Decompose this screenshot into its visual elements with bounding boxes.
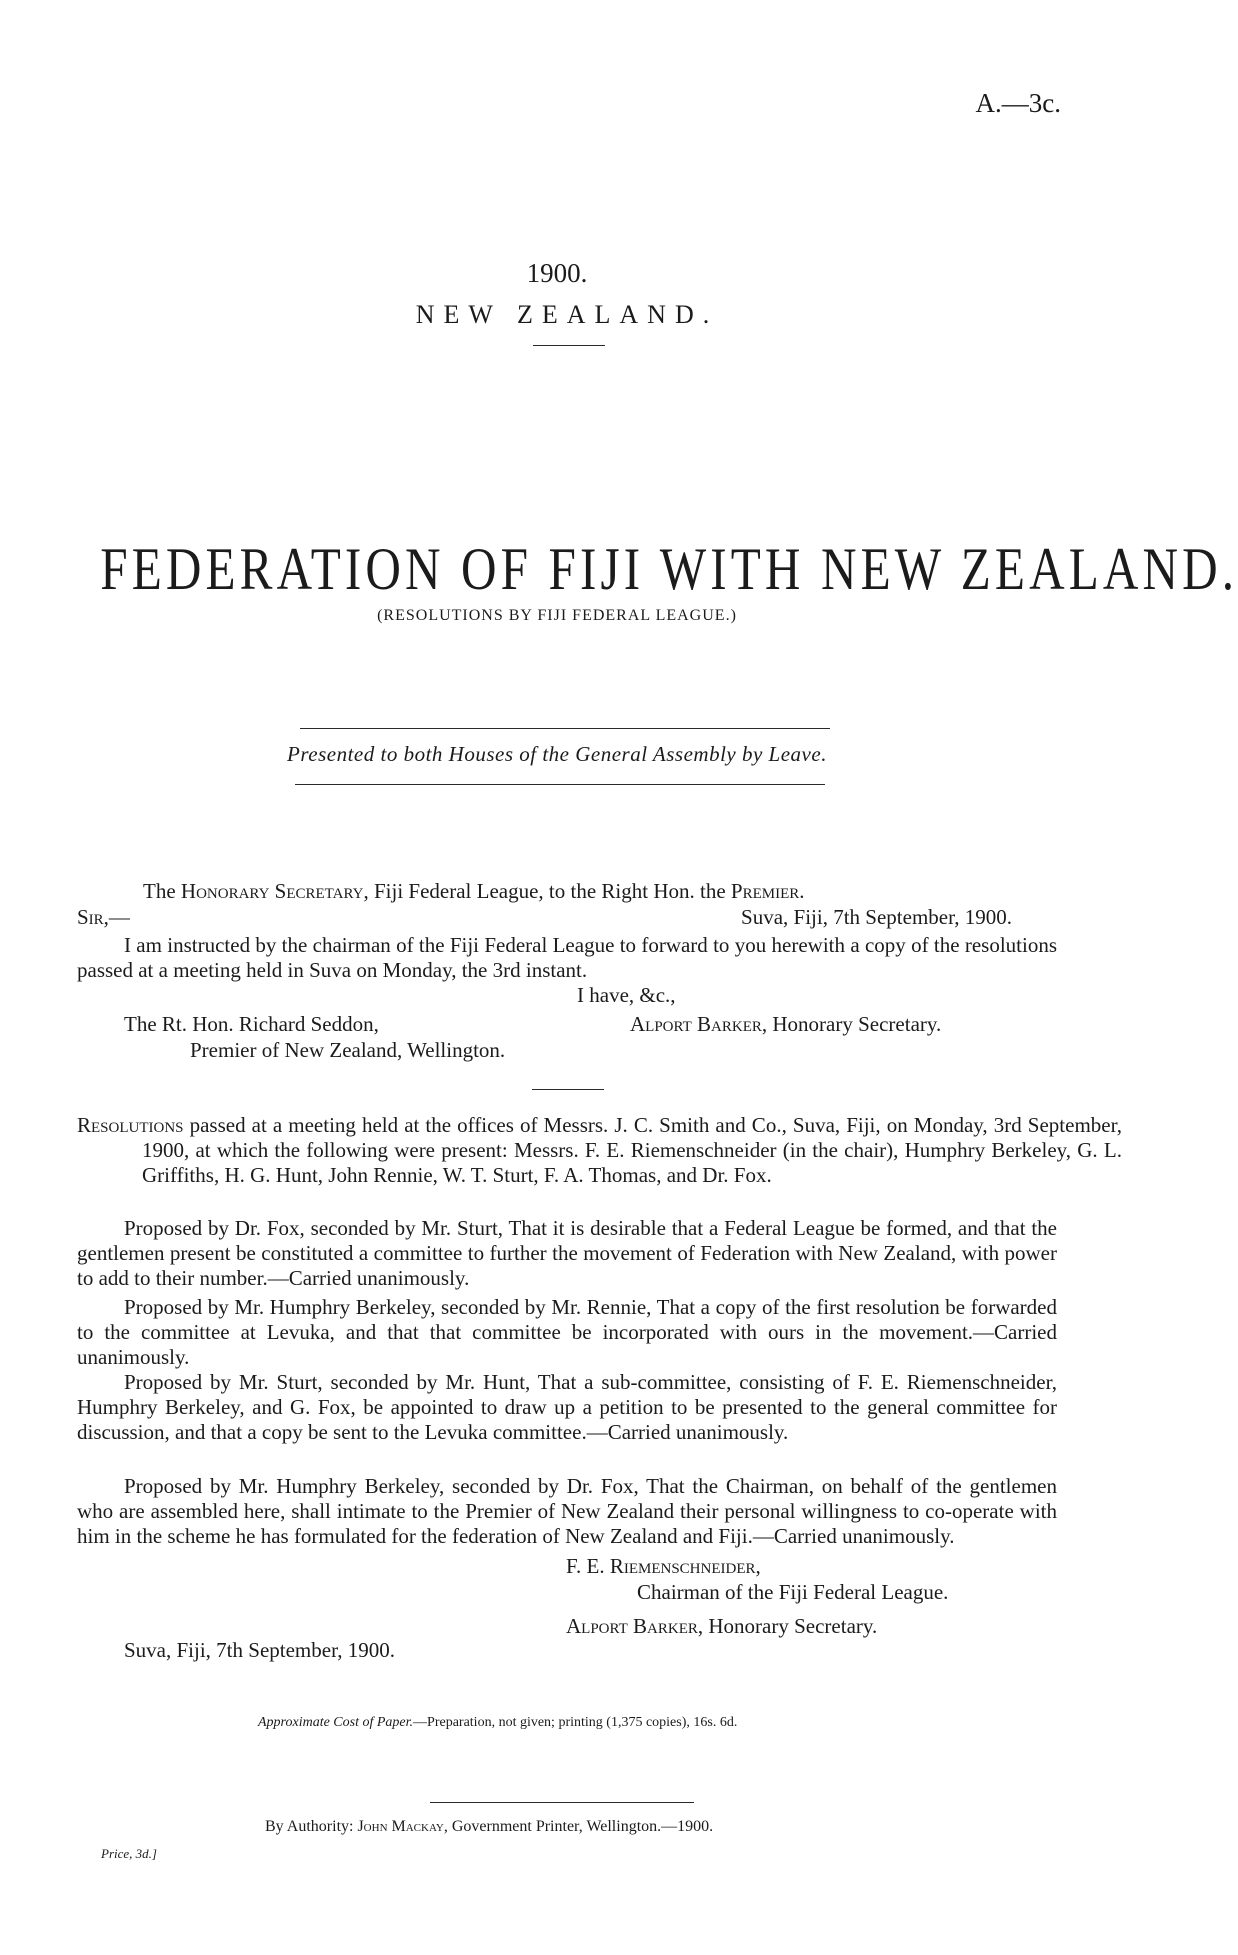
- price-note: Price, 3d.]: [101, 1846, 157, 1861]
- year: 1900.: [526, 258, 588, 288]
- cost-note: [258, 1715, 737, 1731]
- cost-text: —Preparation, not given; printing (1,375 copies), 16s. 6d.: [413, 1715, 738, 1730]
- page-title: FEDERATION OF FIJI WITH NEW ZEALAND.: [100, 536, 1238, 602]
- footer-divider: [430, 1802, 694, 1803]
- letter-recipient-line2: Premier of New Zealand, Wellington.: [190, 1038, 506, 1062]
- letter-signature: [630, 1012, 941, 1037]
- address-prefix: The: [143, 879, 176, 903]
- letter-signer-title: , Honorary Secretary.: [761, 1012, 942, 1036]
- resolution-item-2: Proposed by Mr. Humphry Berkeley, seconded by Mr. Rennie, That a copy of the first resolution be forwarded to the committee at Levuka, and that that committee be incorporated with ours in the movement.—Carried unanimously.: [77, 1295, 1057, 1369]
- letter-from: Honorary Secretary: [180, 879, 364, 903]
- country-heading: NEW ZEALAND.: [415, 300, 719, 329]
- cost-label: Approximate Cost of Paper.: [258, 1715, 414, 1730]
- letter-closing: I have, &c.,: [577, 983, 676, 1007]
- letter-body: I am instructed by the chairman of the Fiji Federal League to forward to you herewith a copy of the resolutions passed at a meeting held in Suva on Monday, the 3rd instant.: [77, 933, 1057, 982]
- letter-place-date: Suva, Fiji, 7th September, 1900.: [741, 905, 1012, 929]
- paper-reference: A.—3c.: [975, 88, 1061, 118]
- printer-rest: , Government Printer, Wellington.—1900.: [443, 1818, 714, 1835]
- presented-rule-top: [300, 728, 830, 729]
- letter-recipient-line1: The Rt. Hon. Richard Seddon,: [124, 1012, 379, 1036]
- section-divider: [532, 1089, 604, 1090]
- signature-secretary-name: Alport Barker: [566, 1614, 698, 1638]
- header-divider: [533, 345, 605, 346]
- resolutions-place-date: Suva, Fiji, 7th September, 1900.: [124, 1638, 395, 1662]
- signature-chairman-title: Chairman of the Fiji Federal League.: [637, 1580, 949, 1604]
- signature-secretary-title: , Honorary Secretary.: [697, 1614, 878, 1638]
- salutation: Sir,—: [77, 905, 130, 929]
- signature-secretary: [566, 1614, 877, 1639]
- resolutions-intro-text: passed at a meeting held at the offices of Messrs. J. C. Smith and Co., Suva, Fiji, on Monday, 3rd September, 1900, at which the following were present: Messrs. F. E. Riemenschneider (in the chair), Humphry Berkeley, G. L. Griffiths, H. G. Hunt, John Rennie, W. T. Sturt, F. A. Thomas, and Dr. Fox.: [142, 1113, 1122, 1187]
- letter-address-line: [143, 879, 805, 904]
- printer-line: [265, 1818, 713, 1836]
- presented-note: Presented to both Houses of the General Assembly by Leave.: [287, 742, 827, 766]
- printer-name: John Mackay: [357, 1818, 444, 1835]
- resolution-item-1: Proposed by Dr. Fox, seconded by Mr. Sturt, That it is desirable that a Federal League be formed, and that the gentlemen present be constituted a committee to further the movement of Federation with New Zealand, with power to add to their number.—Carried unanimously.: [77, 1216, 1057, 1290]
- resolutions-heading: Resolutions: [77, 1113, 184, 1137]
- letter-from-org: , Fiji Federal League, to the Right Hon. the: [363, 879, 726, 903]
- resolution-item-4: Proposed by Mr. Humphry Berkeley, seconded by Dr. Fox, That the Chairman, on behalf of the gentlemen who are assembled here, shall intimate to the Premier of New Zealand their personal willingness to co-operate with him in the scheme he has formulated for the federation of New Zealand and Fiji.—Carried unanimously.: [77, 1474, 1057, 1548]
- resolutions-intro: [77, 1113, 1122, 1188]
- presented-rule-bottom: [295, 784, 825, 785]
- page-subtitle: (RESOLUTIONS BY FIJI FEDERAL LEAGUE.): [377, 607, 737, 624]
- letter-to: Premier.: [730, 879, 805, 903]
- signature-chairman-name: F. E. Riemenschneider,: [566, 1554, 761, 1578]
- authority-prefix: By Authority:: [265, 1818, 354, 1835]
- resolution-item-3: Proposed by Mr. Sturt, seconded by Mr. Hunt, That a sub-committee, consisting of F. E. Riemenschneider, Humphry Berkeley, and G. Fox, be appointed to draw up a petition to be presented to the general committee for discussion, and that a copy be sent to the Levuka committee.—Carried unanimously.: [77, 1370, 1057, 1444]
- letter-signer-name: Alport Barker: [630, 1012, 762, 1036]
